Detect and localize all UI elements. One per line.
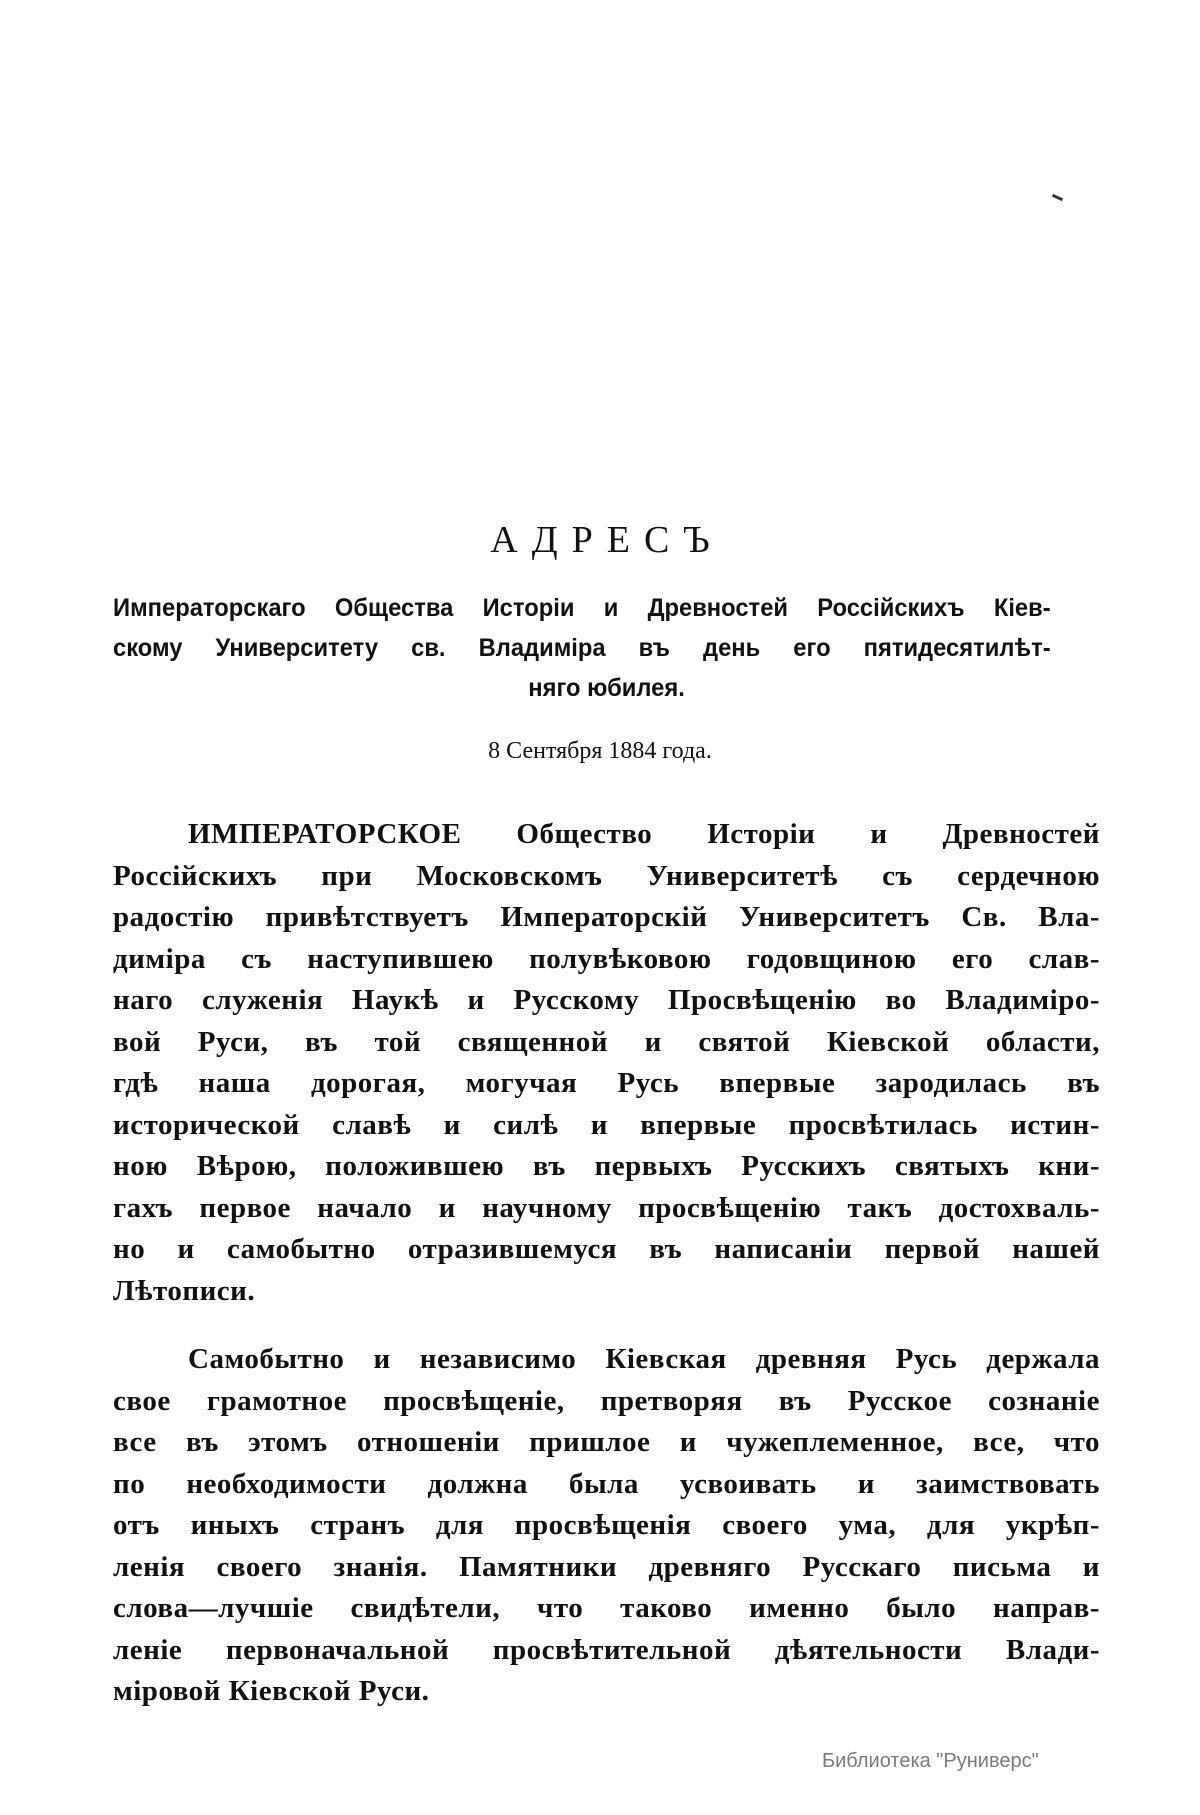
- text-line: но и самобытно отразившемуся въ написаніи первой нашей: [113, 1233, 1100, 1265]
- subtitle-line: Императорскаго Общества Исторіи и Древностей Россійскихъ Кіев-: [113, 594, 1051, 622]
- text-line: радостію привѣтствуетъ Императорскій Университетъ Св. Вла-: [113, 901, 1100, 933]
- document-date: 8 Сентября 1884 года.: [488, 738, 712, 764]
- text-line: Россійскихъ при Московскомъ Университетѣ съ сердечною: [113, 859, 1100, 892]
- text-line: отъ иныхъ странъ для просвѣщенія своего ума, для укрѣп-: [113, 1509, 1100, 1541]
- text-line: ИМПЕРАТОРСКОЕ Общество Исторіи и Древностей: [188, 818, 1100, 850]
- document-subtitle: [113, 588, 1051, 708]
- document-title: АДРЕСЪ: [490, 519, 724, 561]
- library-watermark: Библиотека "Руниверс": [822, 1750, 1039, 1772]
- text-line: свое грамотное просвѣщеніе, претворяя въ Русское сознаніе: [113, 1384, 1100, 1417]
- text-line: слова—лучшіе свидѣтели, что таково именно было направ-: [113, 1592, 1100, 1624]
- text-line: міровой Кіевской Руси.: [113, 1675, 430, 1707]
- subtitle-line: няго юбилея.: [528, 674, 685, 702]
- text-line: диміра съ наступившею полувѣковою годовщиною его слав-: [113, 942, 1100, 975]
- text-line: леніе первоначальной просвѣтительной дѣятельности Влади-: [113, 1633, 1100, 1666]
- text-line: наго служенія Наукѣ и Русскому Просвѣщенію во Владиміро-: [113, 984, 1100, 1016]
- text-line: гахъ первое начало и научному просвѣщенію такъ достохваль-: [113, 1191, 1100, 1224]
- text-line: ною Вѣрою, положившею въ первыхъ Русскихъ святыхъ кни-: [113, 1150, 1100, 1182]
- text-line: все въ этомъ отношеніи пришлое и чужеплеменное, все, что: [113, 1426, 1100, 1458]
- text-line: Лѣтописи.: [113, 1274, 256, 1307]
- subtitle-line: скому Университету св. Владиміра въ день его пятидесятилѣт-: [113, 634, 1051, 662]
- paragraph-1: [113, 814, 1100, 1312]
- text-line: исторической славѣ и силѣ и впервые просвѣтилась истин-: [113, 1108, 1100, 1141]
- scan-speck: [1052, 194, 1063, 201]
- text-line: по необходимости должна была усвоивать и заимствовать: [113, 1467, 1100, 1500]
- text-line: гдѣ наша дорогая, могучая Русь впервые зародилась въ: [113, 1067, 1100, 1099]
- paragraph-2: [113, 1339, 1100, 1713]
- text-line: Самобытно и независимо Кіевская древняя Русь держала: [188, 1343, 1100, 1375]
- text-line: ленія своего знанія. Памятники древняго Русскаго письма и: [113, 1550, 1100, 1583]
- text-line: вой Руси, въ той священной и святой Кіевской области,: [113, 1025, 1100, 1058]
